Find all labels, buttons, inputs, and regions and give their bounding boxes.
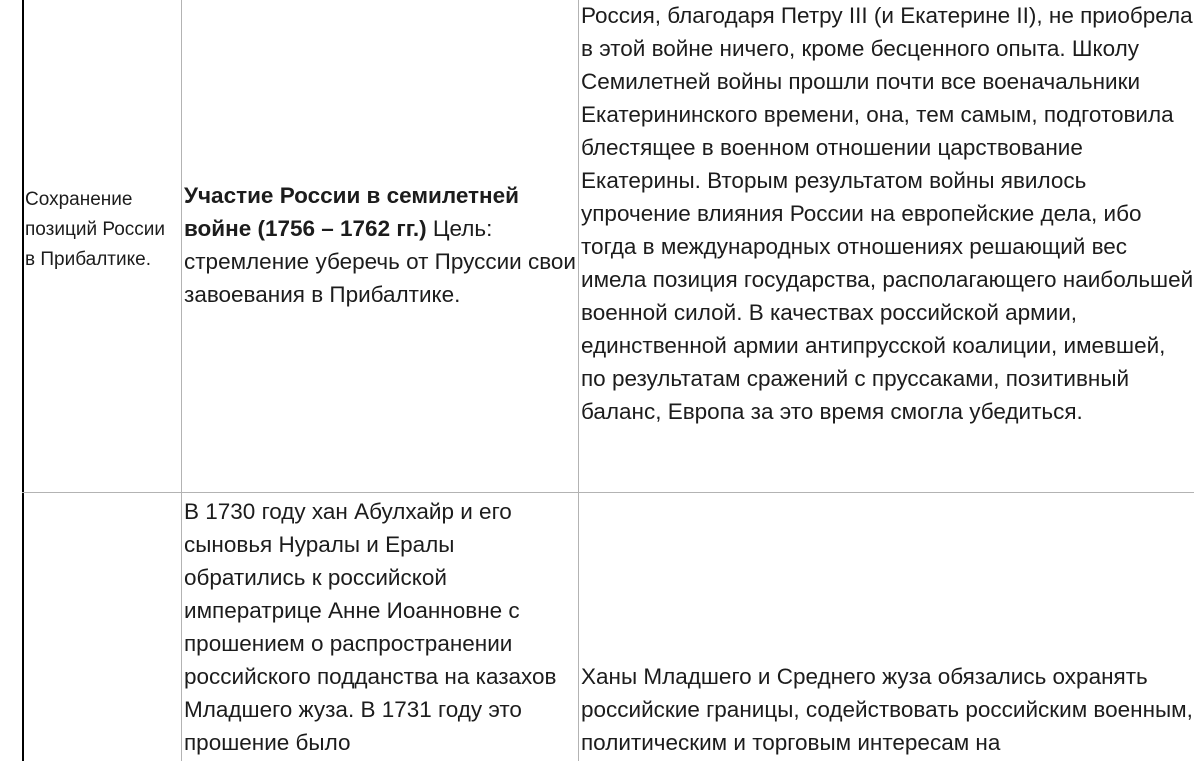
- result-text: Ханы Младшего и Среднего жуза обязались охранять российские границы, содействовать российским военным, политическим и торговым интересам на: [581, 664, 1193, 755]
- event-description: В 1730 году хан Абулхайр и его сыновья Нуралы и Ералы обратились к российской императрице Анне Иоанновне с прошением о распространении российского подданства на казахов Младшего жуза. В 1731 году это прошение было: [184, 499, 557, 755]
- table-cell-result: [581, 493, 1194, 761]
- table-cell-event: [184, 493, 576, 761]
- event-paragraph: [184, 179, 576, 311]
- column-divider-1: [181, 0, 182, 761]
- event-description: Цель: стремление уберечь от Пруссии свои завоевания в Прибалтике.: [184, 216, 576, 307]
- table-cell-event: [184, 0, 576, 492]
- event-title: Участие России в семилетней войне (1756 – 1762 гг.): [184, 183, 519, 241]
- table-cell-goal: [25, 493, 179, 761]
- table-cell-goal: [25, 0, 179, 492]
- result-text: Россия, благодаря Петру III (и Екатерине II), не приобрела в этой войне ничего, кроме бесценного опыта. Школу Семилетней войны прошли почти все военачальники Екатерининского времени, она, тем самым, подготовила блестящее в военном отношении царствование Екатерины. Вторым результатом войны явилось упрочение влияния России на европейские дела, ибо тогда в международных отношениях решающий вес имела позиция государства, располагающего наибольшей военной силой. В качествах российской армии, единственной армии антипрусской коалиции, имевшей, по результатам сражений с пруссаками, позитивный баланс, Европа за это время смогла убедиться.: [581, 3, 1194, 424]
- column-divider-2: [578, 0, 579, 761]
- goal-text: Сохранение позиций России в Прибалтике.: [25, 189, 165, 270]
- table-left-border: [22, 0, 24, 761]
- table-cell-result: [581, 0, 1194, 491]
